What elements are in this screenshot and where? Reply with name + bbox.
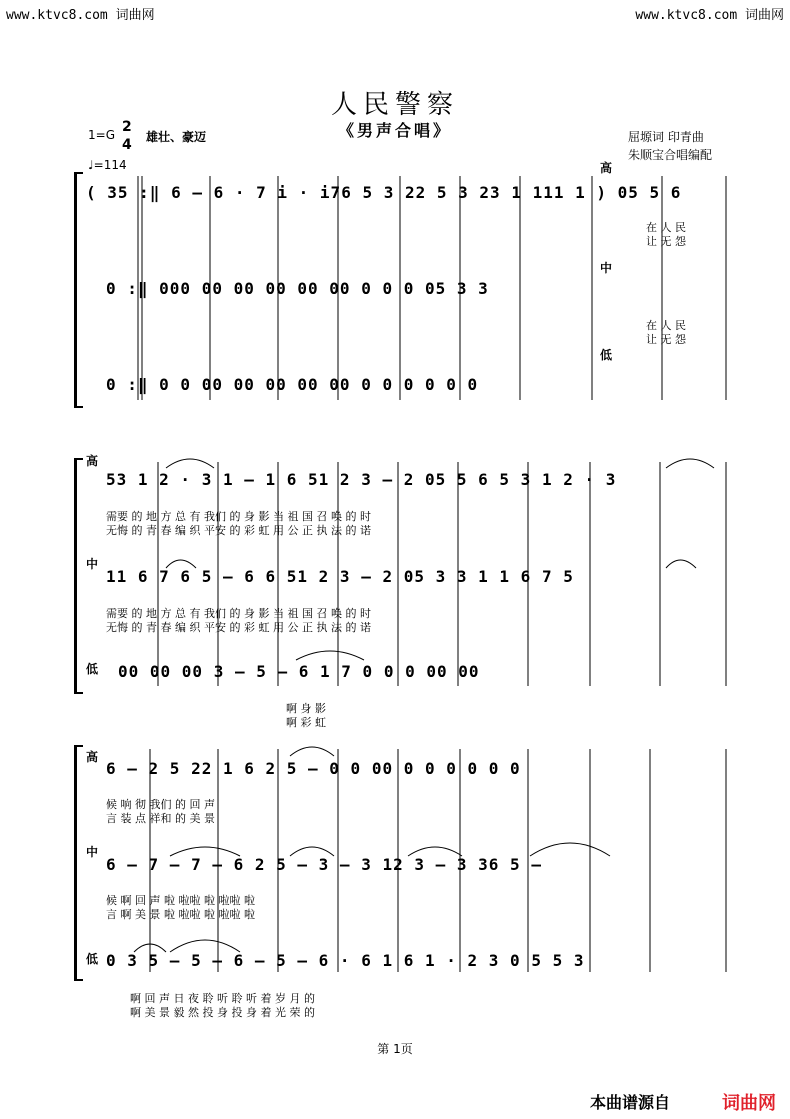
system1-high-notes: ( 35 :‖ 6 – 6 · 7 i · i76 5 3 22 5 3 23 1 111 1 ) 05 5 6: [86, 183, 682, 202]
system2-part-mid: 中: [86, 557, 99, 571]
system2-low-notes: 00 00 00 3 – 5 – 6 1 7 0 0 0 00 00: [118, 662, 480, 681]
system1-mid-notes: 0 :‖ 000 00 00 00 00 00 0 0 0 05 3 3: [106, 279, 489, 298]
footer-source-text: 本曲谱源自: [589, 1093, 670, 1112]
system1-part-mid: 中: [600, 261, 613, 275]
system2-mid-lyric-1: 需要 的 地 方 总 有 我们 的 身 影 当 祖 国 召 唤 的 时: [106, 607, 371, 620]
time-signature-top: 2: [122, 119, 132, 135]
system2-high-lyric-1: 需要 的 地 方 总 有 我们 的 身 影 当 祖 国 召 唤 的 时: [106, 510, 371, 523]
system3-part-high: 高: [86, 750, 99, 764]
system2-part-high: 高: [86, 454, 99, 468]
system2-high-lyric-2: 无悔 的 青 春 编 织 平安 的 彩 虹 用 公 正 执 法 的 诺: [106, 524, 371, 537]
time-signature-bottom: 4: [122, 137, 132, 153]
key-signature: 1=G: [88, 128, 115, 142]
system3-high-lyric-1: 候 响 彻 我们 的 回 声: [106, 798, 215, 811]
song-subtitle: 《男声合唱》: [337, 121, 452, 140]
system2-mid-notes: 11 6 7 6 5 – 6 6 51 2 3 – 2 05 3 3 1 1 6 7 5: [106, 567, 574, 586]
tempo-mark: ♩=114: [88, 158, 127, 172]
system2-mid-lyric-2: 无悔 的 青 春 编 织 平安 的 彩 虹 用 公 正 执 法 的 诺: [106, 621, 371, 634]
system3-part-mid: 中: [86, 845, 99, 859]
system3-low-lyric-1: 啊 回 声 日 夜 聆 听 聆 听 着 岁 月 的: [130, 992, 315, 1005]
system2-low-lyric-2: 啊 彩 虹: [286, 716, 326, 729]
system3-mid-notes: 6 – 7 – 7 – 6 2 5 – 3 – 3 12 3 – 3 36 5 –: [106, 855, 542, 874]
system3-low-notes: 0 3 5 – 5 – 6 – 5 – 6 · 6 1 6 1 · 2 3 0 5 5 3: [106, 951, 585, 970]
song-title: 人民警察: [330, 90, 459, 120]
system1-high-lyric-2: 让 无 怨: [646, 235, 686, 248]
footer-logo[interactable]: 词曲网: [722, 1093, 776, 1114]
system1-low-notes: 0 :‖ 0 0 00 00 00 00 00 0 0 0 0 0 0: [106, 375, 479, 394]
lyricist-composer: 屈塬词 印青曲: [628, 130, 704, 144]
system1-high-lyric-1: 在 人 民: [646, 221, 686, 234]
system3-low-lyric-2: 啊 美 景 毅 然 投 身 投 身 着 光 荣 的: [130, 1006, 315, 1019]
system1-mid-lyric-2: 让 无 怨: [646, 333, 686, 346]
watermark-left: www.ktvc8.com 词曲网: [6, 8, 155, 23]
system3-mid-lyric-2: 言 啊 美 景 啦 啦啦 啦 啦啦 啦: [106, 908, 255, 921]
expression-mark: 雄壮、豪迈: [146, 130, 207, 144]
system3-high-notes: 6 – 2 5 22 1 6 2 5 – 0 0 00 0 0 0 0 0 0: [106, 759, 521, 778]
system1-part-high: 高: [600, 161, 613, 175]
arranger: 朱顺宝合唱编配: [628, 148, 713, 162]
page-number: 第 1页: [377, 1042, 413, 1056]
system3-part-low: 低: [86, 952, 99, 966]
system3-high-lyric-2: 言 装 点 祥和 的 美 景: [106, 812, 215, 825]
system2-part-low: 低: [86, 662, 99, 676]
system1-part-low: 低: [600, 348, 613, 362]
system2-low-lyric-1: 啊 身 影: [286, 702, 326, 715]
watermark-right: www.ktvc8.com 词曲网: [635, 8, 784, 23]
system1-mid-lyric-1: 在 人 民: [646, 319, 686, 332]
system2-high-notes: 53 1 2 · 3 1 – 1 6 51 2 3 – 2 05 5 6 5 3 1 2 · 3: [106, 470, 617, 489]
system3-mid-lyric-1: 候 啊 回 声 啦 啦啦 啦 啦啦 啦: [106, 894, 255, 907]
